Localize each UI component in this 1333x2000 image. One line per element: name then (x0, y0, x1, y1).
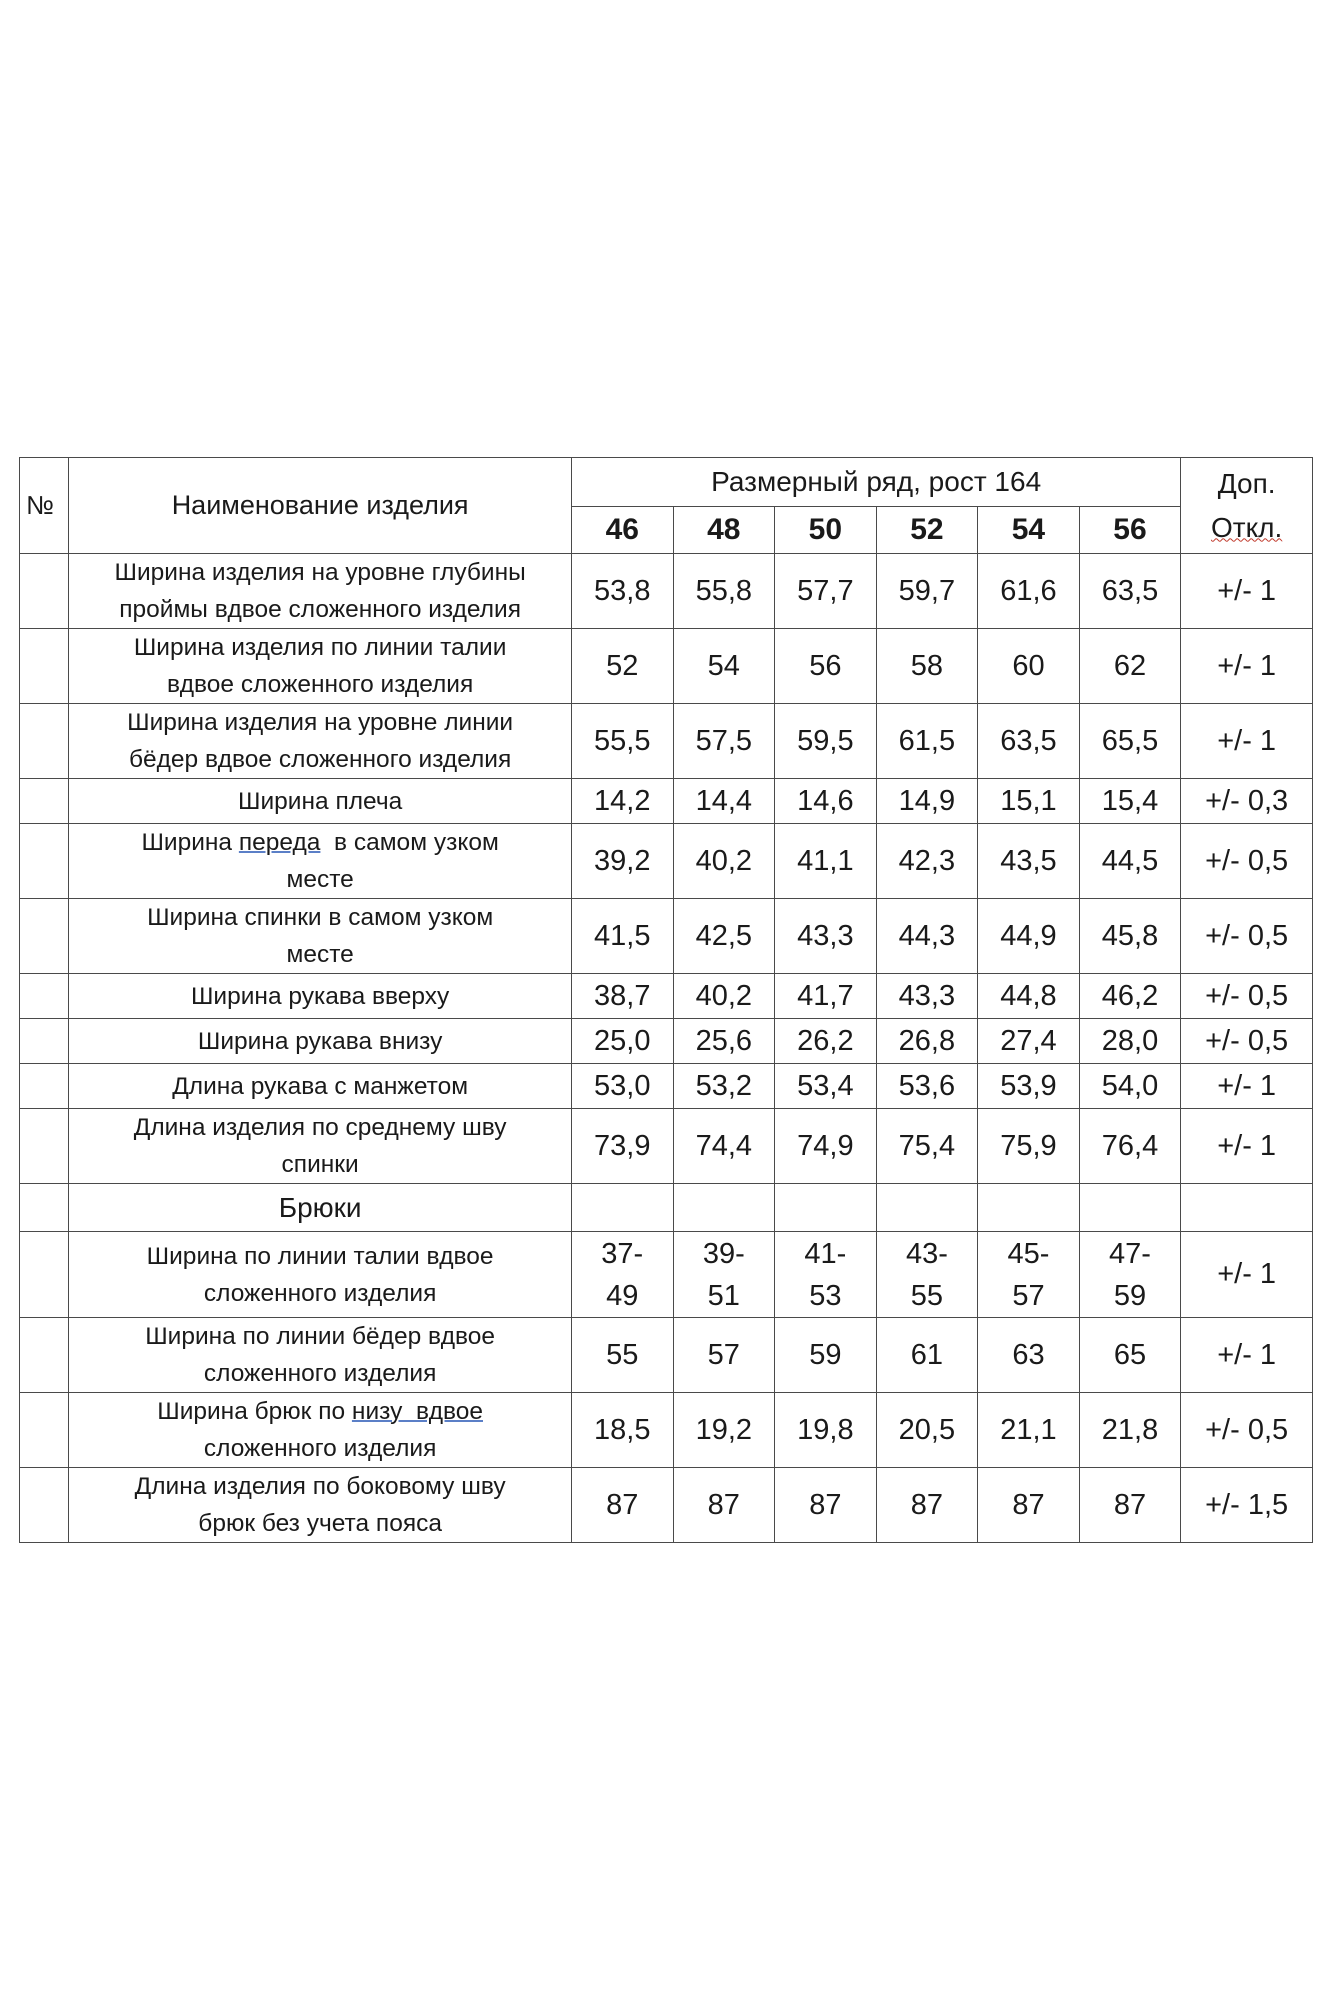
row-value: 57,7 (775, 554, 877, 629)
row-tolerance: +/- 1 (1181, 1064, 1313, 1109)
row-value: 59,5 (775, 704, 877, 779)
row-tolerance: +/- 1,5 (1181, 1468, 1313, 1543)
header-row-1 (20, 458, 1313, 507)
row-value: 43,5 (978, 824, 1080, 899)
row-value: 45,8 (1079, 899, 1181, 974)
row-value: 63,5 (978, 704, 1080, 779)
table-row (20, 1468, 1313, 1543)
row-value: 25,6 (673, 1019, 775, 1064)
row-value: 45- 57 (978, 1232, 1080, 1318)
row-value: 57 (673, 1318, 775, 1393)
header-size: 52 (876, 507, 978, 554)
row-value: 27,4 (978, 1019, 1080, 1064)
table-row (20, 1318, 1313, 1393)
row-value: 25,0 (571, 1019, 673, 1064)
row-name: Ширина изделия на уровне линии бёдер вдвое сложенного изделия (69, 704, 572, 779)
row-value: 52 (571, 629, 673, 704)
table-row (20, 1109, 1313, 1184)
row-value: 41- 53 (775, 1232, 877, 1318)
row-value: 75,9 (978, 1109, 1080, 1184)
row-value: 59 (775, 1318, 877, 1393)
row-value: 59,7 (876, 554, 978, 629)
row-value: 53,6 (876, 1064, 978, 1109)
row-value: 43,3 (876, 974, 978, 1019)
row-name: Ширина по линии талии вдвое сложенного изделия (69, 1232, 572, 1318)
row-value: 43- 55 (876, 1232, 978, 1318)
row-name: Ширина по линии бёдер вдвое сложенного изделия (69, 1318, 572, 1393)
row-tolerance: +/- 0,3 (1181, 779, 1313, 824)
row-value: 41,7 (775, 974, 877, 1019)
row-value: 63 (978, 1318, 1080, 1393)
row-value: 19,8 (775, 1393, 877, 1468)
table-row (20, 974, 1313, 1019)
table-row (20, 899, 1313, 974)
row-number (20, 779, 69, 824)
row-value: 26,8 (876, 1019, 978, 1064)
row-tolerance: +/- 1 (1181, 554, 1313, 629)
row-value: 18,5 (571, 1393, 673, 1468)
header-size: 54 (978, 507, 1080, 554)
row-value: 74,9 (775, 1109, 877, 1184)
row-value: 53,2 (673, 1064, 775, 1109)
row-value: 42,3 (876, 824, 978, 899)
row-value: 47- 59 (1079, 1232, 1181, 1318)
row-tolerance: +/- 0,5 (1181, 1019, 1313, 1064)
row-value: 55 (571, 1318, 673, 1393)
row-tolerance: +/- 1 (1181, 1232, 1313, 1318)
table-row (20, 779, 1313, 824)
table-row (20, 824, 1313, 899)
row-number (20, 1393, 69, 1468)
row-value: 55,5 (571, 704, 673, 779)
row-value: 41,1 (775, 824, 877, 899)
section-title: Брюки (69, 1184, 572, 1232)
row-value: 14,9 (876, 779, 978, 824)
row-tolerance: +/- 0,5 (1181, 1393, 1313, 1468)
row-value: 60 (978, 629, 1080, 704)
row-value: 87 (571, 1468, 673, 1543)
table-row (20, 1019, 1313, 1064)
row-value: 61,6 (978, 554, 1080, 629)
row-value: 44,8 (978, 974, 1080, 1019)
row-value: 53,9 (978, 1064, 1080, 1109)
row-value: 21,8 (1079, 1393, 1181, 1468)
table-row (20, 1232, 1313, 1318)
row-name: Ширина спинки в самом узком месте (69, 899, 572, 974)
row-name: Длина изделия по боковому шву брюк без учета пояса (69, 1468, 572, 1543)
row-value: 39- 51 (673, 1232, 775, 1318)
row-value: 42,5 (673, 899, 775, 974)
row-value: 44,3 (876, 899, 978, 974)
row-value: 53,8 (571, 554, 673, 629)
row-value: 65 (1079, 1318, 1181, 1393)
row-value: 41,5 (571, 899, 673, 974)
row-value: 54,0 (1079, 1064, 1181, 1109)
table-row (20, 704, 1313, 779)
row-tolerance: +/- 1 (1181, 1318, 1313, 1393)
row-value: 37- 49 (571, 1232, 673, 1318)
row-value: 54 (673, 629, 775, 704)
header-item-name: Наименование изделия (69, 458, 572, 554)
row-value: 53,0 (571, 1064, 673, 1109)
row-number (20, 629, 69, 704)
row-name: Ширина плеча (69, 779, 572, 824)
row-number (20, 1318, 69, 1393)
row-number (20, 1184, 69, 1232)
row-number (20, 1064, 69, 1109)
row-value: 61 (876, 1318, 978, 1393)
row-value: 87 (876, 1468, 978, 1543)
row-value: 14,4 (673, 779, 775, 824)
row-value: 74,4 (673, 1109, 775, 1184)
row-value: 15,1 (978, 779, 1080, 824)
row-value: 39,2 (571, 824, 673, 899)
row-value: 46,2 (1079, 974, 1181, 1019)
row-number (20, 824, 69, 899)
row-value: 44,5 (1079, 824, 1181, 899)
row-value: 87 (978, 1468, 1080, 1543)
row-value: 55,8 (673, 554, 775, 629)
header-size: 46 (571, 507, 673, 554)
row-name: Длина рукава с манжетом (69, 1064, 572, 1109)
row-value: 61,5 (876, 704, 978, 779)
row-name: Ширина рукава внизу (69, 1019, 572, 1064)
row-tolerance: +/- 1 (1181, 629, 1313, 704)
row-number (20, 1019, 69, 1064)
row-value: 15,4 (1079, 779, 1181, 824)
header-size: 56 (1079, 507, 1181, 554)
row-name: Ширина переда в самом узком месте (69, 824, 572, 899)
row-tolerance: +/- 1 (1181, 1109, 1313, 1184)
row-value: 38,7 (571, 974, 673, 1019)
table-row (20, 1064, 1313, 1109)
row-value: 40,2 (673, 974, 775, 1019)
row-value: 43,3 (775, 899, 877, 974)
row-number (20, 1468, 69, 1543)
row-value: 53,4 (775, 1064, 877, 1109)
header-size: 48 (673, 507, 775, 554)
row-value: 87 (673, 1468, 775, 1543)
row-tolerance: +/- 0,5 (1181, 824, 1313, 899)
row-value: 87 (1079, 1468, 1181, 1543)
row-tolerance: +/- 0,5 (1181, 899, 1313, 974)
row-value: 28,0 (1079, 1019, 1181, 1064)
header-size-range: Размерный ряд, рост 164 (571, 458, 1180, 507)
row-name: Ширина брюк по низу вдвое сложенного изделия (69, 1393, 572, 1468)
row-value: 62 (1079, 629, 1181, 704)
row-value: 21,1 (978, 1393, 1080, 1468)
header-number: № (20, 458, 69, 554)
row-value: 19,2 (673, 1393, 775, 1468)
row-value: 58 (876, 629, 978, 704)
row-value: 56 (775, 629, 877, 704)
row-value: 73,9 (571, 1109, 673, 1184)
section-row (20, 1184, 1313, 1232)
table-row (20, 629, 1313, 704)
row-value: 63,5 (1079, 554, 1181, 629)
row-number (20, 1109, 69, 1184)
row-value: 76,4 (1079, 1109, 1181, 1184)
row-number (20, 899, 69, 974)
row-number (20, 974, 69, 1019)
row-name: Ширина рукава вверху (69, 974, 572, 1019)
header-size: 50 (775, 507, 877, 554)
table-row (20, 554, 1313, 629)
row-value: 40,2 (673, 824, 775, 899)
row-value: 20,5 (876, 1393, 978, 1468)
row-value: 87 (775, 1468, 877, 1543)
row-value: 14,6 (775, 779, 877, 824)
row-name: Ширина изделия по линии талии вдвое сложенного изделия (69, 629, 572, 704)
header-tolerance: Доп. Откл. (1181, 458, 1313, 554)
row-value: 65,5 (1079, 704, 1181, 779)
row-value: 44,9 (978, 899, 1080, 974)
row-value: 57,5 (673, 704, 775, 779)
row-tolerance: +/- 0,5 (1181, 974, 1313, 1019)
table-row (20, 1393, 1313, 1468)
row-value: 75,4 (876, 1109, 978, 1184)
row-value: 14,2 (571, 779, 673, 824)
row-number (20, 1232, 69, 1318)
row-number (20, 704, 69, 779)
row-value: 26,2 (775, 1019, 877, 1064)
size-chart-table (19, 457, 1313, 1543)
row-number (20, 554, 69, 629)
row-name: Ширина изделия на уровне глубины проймы вдвое сложенного изделия (69, 554, 572, 629)
row-name: Длина изделия по среднему шву спинки (69, 1109, 572, 1184)
row-tolerance: +/- 1 (1181, 704, 1313, 779)
